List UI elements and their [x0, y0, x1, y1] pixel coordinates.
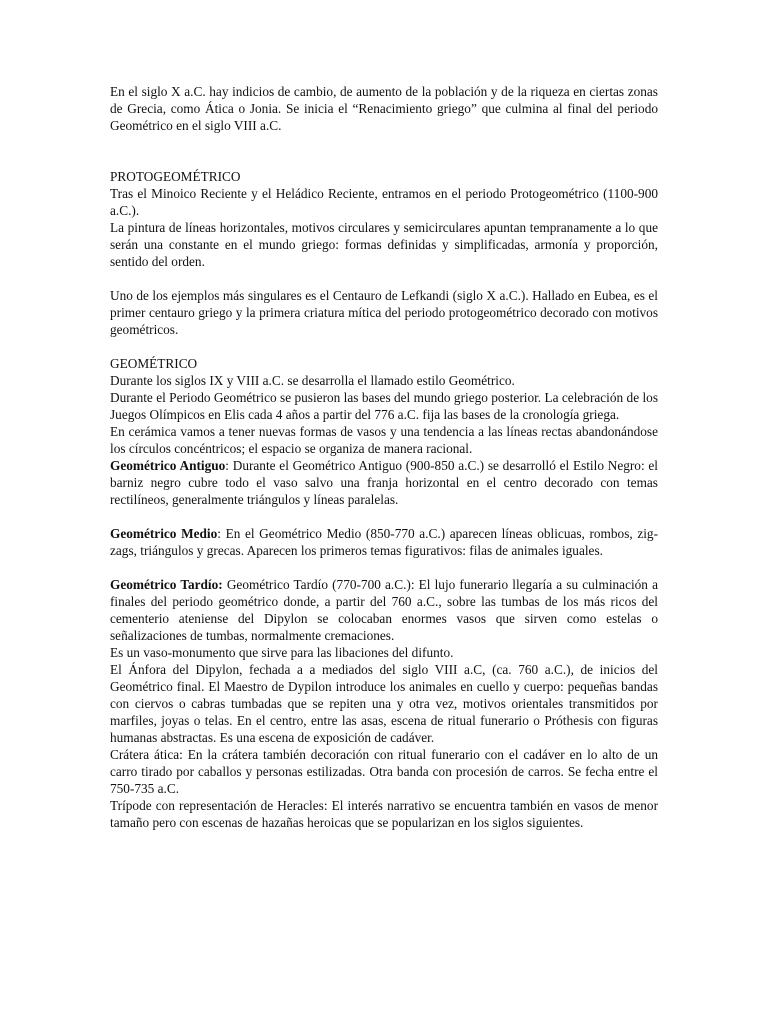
spacer: [110, 338, 658, 355]
paragraph: Es un vaso-monumento que sirve para las libaciones del difunto.: [110, 645, 454, 660]
term-geometrico-tardio: Geométrico Tardío:: [110, 577, 223, 592]
paragraph-geometrico-tardio: [110, 576, 658, 644]
document-body: [110, 83, 658, 831]
paragraph-text: : Durante el Geométrico Antiguo (900-850 a.C.) se desarrolló el Estilo Negro: el barniz negro cubre todo el vaso salvo una franja horizontal en el centro decorado con temas rectilíneos, generalmente triángulos y líneas paralelas.: [110, 458, 658, 507]
paragraph: Crátera ática: En la crátera también decoración con ritual funerario con el cadáver en lo alto de un carro tirado por caballos y personas estilizadas. Otra banda con procesión de carros. Se fecha entre el 750-735 a.C.: [110, 747, 658, 796]
paragraph: La pintura de líneas horizontales, motivos circulares y semicirculares apuntan tempranamente a lo que serán una constante en el mundo griego: formas definidas y simplificadas, armonía y proporción, sentido del orden.: [110, 220, 658, 269]
spacer: [110, 508, 658, 525]
section-heading-protogeometrico: PROTOGEOMÉTRICO: [110, 169, 241, 184]
spacer: [110, 270, 658, 287]
term-geometrico-medio: Geométrico Medio: [110, 526, 218, 541]
paragraph: Tras el Minoico Reciente y el Heládico Reciente, entramos en el periodo Protogeométrico (1100-900 a.C.).: [110, 186, 658, 218]
section-heading-geometrico: GEOMÉTRICO: [110, 356, 198, 371]
paragraph-text: : En el Geométrico Medio (850-770 a.C.) aparecen líneas oblicuas, rombos, zig-zags, triángulos y grecas. Aparecen los primeros temas figurativos: filas de animales iguales.: [110, 526, 658, 558]
paragraph-geometrico-antiguo: [110, 457, 658, 508]
paragraph: El Ánfora del Dipylon, fechada a a mediados del siglo VIII a.C, (ca. 760 a.C.), de inicios del Geométrico final. El Maestro de Dypilon introduce los animales en cuello y cuerpo: pequeñas bandas con ciervos o cabras tumbadas que se repiten una y otra vez, motivos orientales transmitidos por marfiles, joyas o telas. En el centro, entre las asas, escena de ritual funerario o Próthesis con figuras humanas abstractas. Es una escena de exposición de cadáver.: [110, 662, 658, 745]
spacer: [110, 134, 658, 168]
paragraph: Durante los siglos IX y VIII a.C. se desarrolla el llamado estilo Geométrico.: [110, 373, 515, 388]
term-geometrico-antiguo: Geométrico Antiguo: [110, 458, 226, 473]
spacer: [110, 559, 658, 576]
paragraph-geometrico-medio: [110, 525, 658, 559]
intro-paragraph: En el siglo X a.C. hay indicios de cambio, de aumento de la población y de la riqueza en ciertas zonas de Grecia, como Ática o Jonia. Se inicia el “Renacimiento griego” que culmina al final del periodo Geométrico en el siglo VIII a.C.: [110, 84, 658, 133]
paragraph-text: Geométrico Tardío (770-700 a.C.): El lujo funerario llegaría a su culminación a finales del periodo geométrico donde, a partir del 760 a.C., sobre las tumbas de los más ricos del cementerio ateniense del Dipylon se colocaban enormes vasos que sirven como estelas o señalizaciones de tumbas, normalmente cremaciones.: [110, 577, 658, 643]
paragraph: En cerámica vamos a tener nuevas formas de vasos y una tendencia a las líneas rectas abandonándose los círculos concéntricos; el espacio se organiza de manera racional.: [110, 424, 658, 456]
paragraph: Trípode con representación de Heracles: El interés narrativo se encuentra también en vasos de menor tamaño pero con escenas de hazañas heroicas que se popularizan en los siglos siguientes.: [110, 798, 658, 830]
paragraph: Durante el Periodo Geométrico se pusieron las bases del mundo griego posterior. La celebración de los Juegos Olímpicos en Elis cada 4 años a partir del 776 a.C. fija las bases de la cronología griega.: [110, 390, 658, 422]
paragraph: Uno de los ejemplos más singulares es el Centauro de Lefkandi (siglo X a.C.). Hallado en Eubea, es el primer centauro griego y la primera criatura mítica del periodo protogeométrico decorado con motivos geométricos.: [110, 288, 658, 337]
